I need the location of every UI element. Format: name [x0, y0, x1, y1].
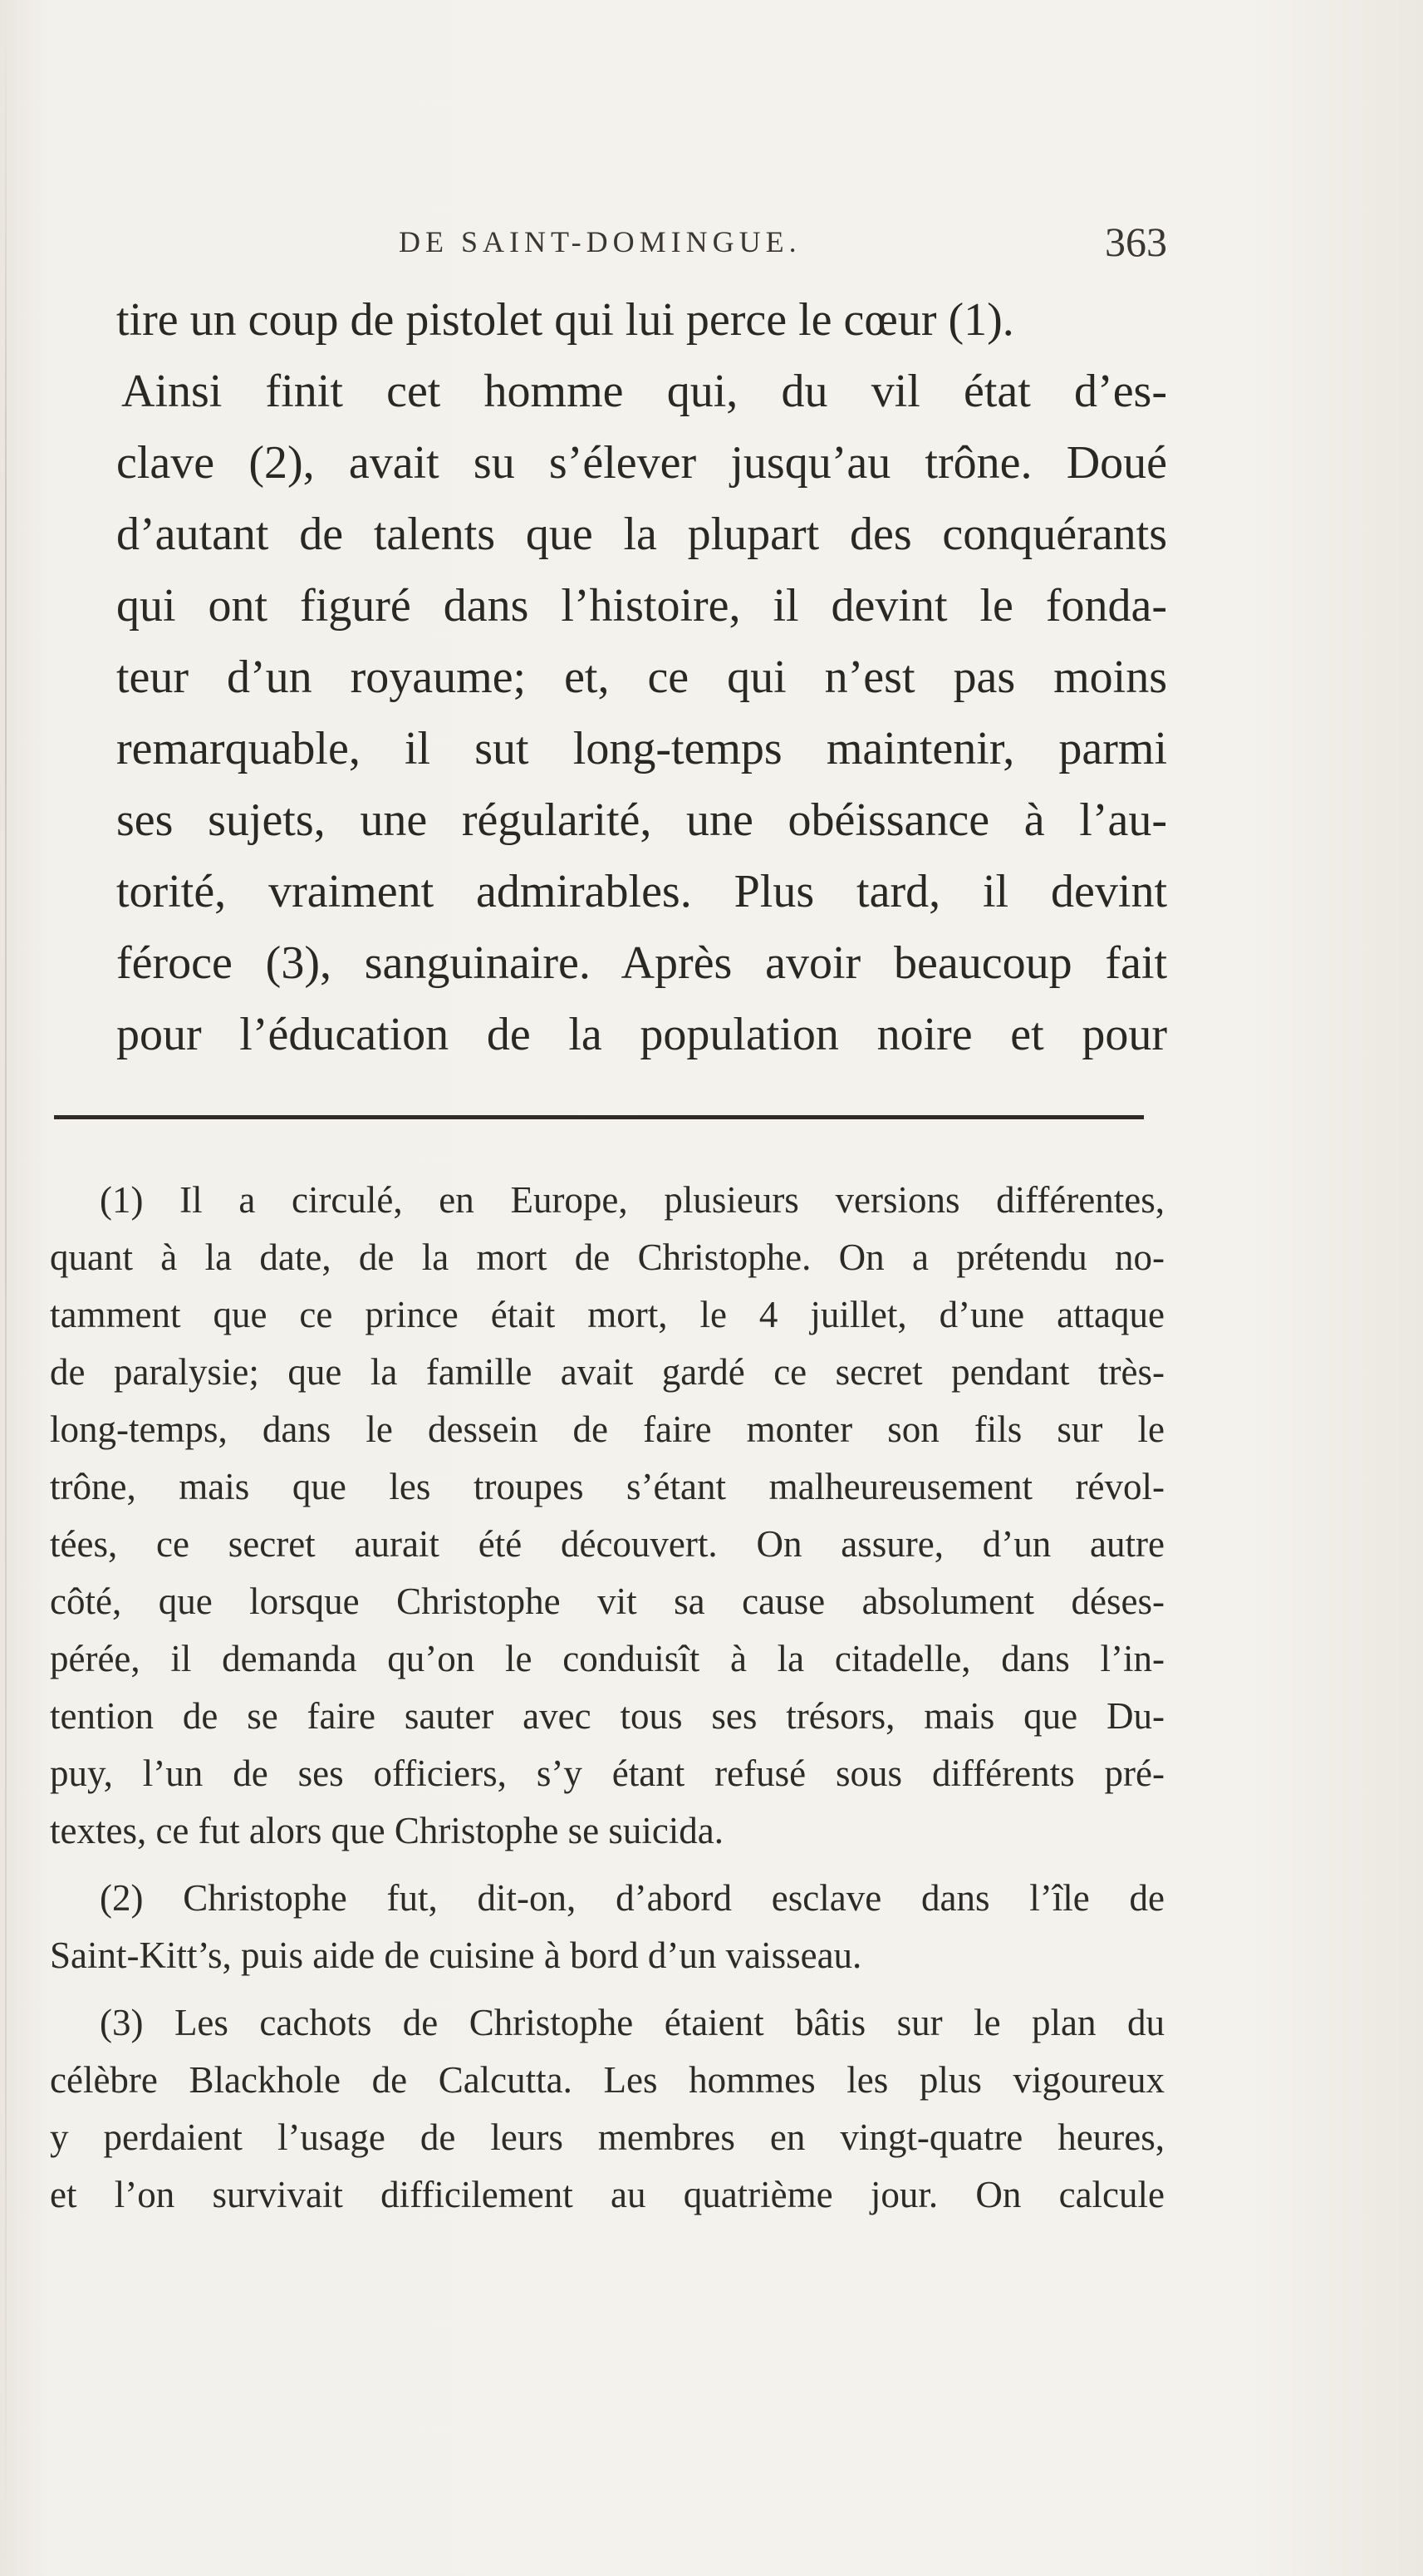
text-line: clave (2), avait su s’élever jusqu’au trône. Doué: [116, 437, 1167, 489]
text-line: Ainsi finit cet homme qui, du vil état d’es-: [121, 366, 1167, 417]
text-line: qui ont figuré dans l’histoire, il devint le fonda-: [116, 580, 1167, 632]
text-line: torité, vraiment admirables. Plus tard, il devint: [116, 866, 1167, 917]
footnote-line: trône, mais que les troupes s’étant malheureusement révol-: [50, 1466, 1165, 1507]
footnote-line: et l’on survivait difficilement au quatrième jour. On calcule: [50, 2174, 1165, 2215]
text-line: remarquable, il sut long-temps maintenir, parmi: [116, 723, 1167, 774]
footnote-1: [50, 1172, 1165, 1860]
footnote-line: (3) Les cachots de Christophe étaient bâtis sur le plan du: [100, 2002, 1165, 2043]
footnote-line: célèbre Blackhole de Calcutta. Les hommes les plus vigoureux: [50, 2059, 1165, 2101]
binding-gutter: [5, 0, 7, 2576]
footnote-separator-rule: [54, 1115, 1144, 1119]
footnote-line: tées, ce secret aurait été découvert. On assure, d’un autre: [50, 1523, 1165, 1565]
footnote-line: tention de se faire sauter avec tous ses trésors, mais que Du-: [50, 1695, 1165, 1737]
footnote-line: y perdaient l’usage de leurs membres en vingt-quatre heures,: [50, 2116, 1165, 2158]
running-head: DE SAINT-DOMINGUE.: [399, 225, 802, 258]
footnotes: [50, 1172, 1165, 2224]
page-number: 363: [1105, 219, 1167, 265]
footnote-line: de paralysie; que la famille avait gardé ce secret pendant très-: [50, 1351, 1165, 1393]
footnote-line: (1) Il a circulé, en Europe, plusieurs versions différentes,: [100, 1179, 1165, 1221]
footnote-line: textes, ce fut alors que Christophe se suicida.: [50, 1810, 724, 1851]
text-line: ses sujets, une régularité, une obéissance à l’au-: [116, 794, 1167, 846]
footnote-2: [50, 1870, 1165, 1984]
footnote-line: (2) Christophe fut, dit-on, d’abord esclave dans l’île de: [100, 1877, 1165, 1919]
text-line: tire un coup de pistolet qui lui perce le cœur (1).: [116, 294, 1014, 346]
footnote-line: quant à la date, de la mort de Christophe. On a prétendu no-: [50, 1236, 1165, 1278]
footnote-line: pérée, il demanda qu’on le conduisît à la citadelle, dans l’in-: [50, 1638, 1165, 1679]
footnote-3: [50, 1994, 1165, 2224]
footnote-line: Saint-Kitt’s, puis aide de cuisine à bord d’un vaisseau.: [50, 1934, 862, 1976]
main-text: [116, 284, 1167, 1070]
text-line: pour l’éducation de la population noire et pour: [116, 1009, 1167, 1060]
footnote-line: côté, que lorsque Christophe vit sa cause absolument déses-: [50, 1581, 1165, 1622]
text-line: d’autant de talents que la plupart des conquérants: [116, 509, 1167, 560]
footnote-line: long-temps, dans le dessein de faire monter son fils sur le: [50, 1408, 1165, 1450]
footnote-line: puy, l’un de ses officiers, s’y étant refusé sous différents pré-: [50, 1753, 1165, 1794]
text-line: teur d’un royaume; et, ce qui n’est pas moins: [116, 651, 1167, 703]
footnote-line: tamment que ce prince était mort, le 4 juillet, d’une attaque: [50, 1294, 1165, 1335]
page-header: [116, 218, 1167, 276]
text-line: féroce (3), sanguinaire. Après avoir beaucoup fait: [116, 937, 1167, 989]
